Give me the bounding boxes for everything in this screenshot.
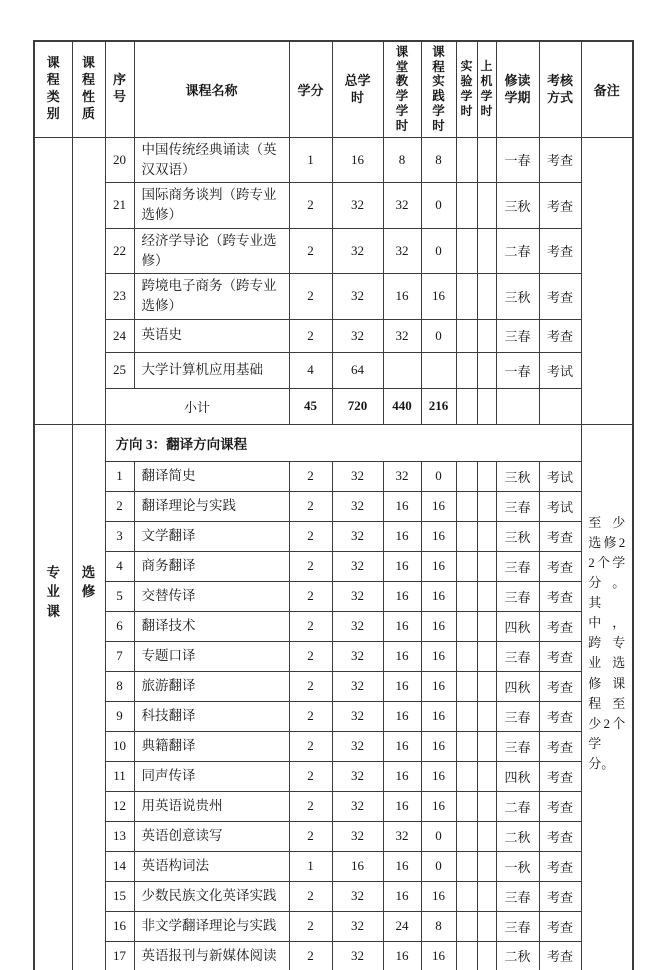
cell-total-hours: 32 [332, 671, 383, 701]
cell-credits: 2 [289, 228, 332, 274]
cell-assessment: 考查 [539, 581, 581, 611]
cell-total-hours: 16 [332, 851, 383, 881]
cell-total-hours: 32 [332, 611, 383, 641]
cell-assessment: 考查 [539, 228, 581, 274]
cell-no: 9 [105, 701, 134, 731]
cell-credits: 4 [289, 352, 332, 388]
cell-semester: 二春 [496, 791, 539, 821]
course-row [34, 731, 633, 761]
course-row [34, 701, 633, 731]
cell-no: 11 [105, 761, 134, 791]
cell-exp-hours [456, 551, 477, 581]
cell-exp-hours [456, 319, 477, 352]
cell-class-hours: 16 [383, 881, 421, 911]
cell-class-hours: 32 [383, 821, 421, 851]
cell-practice-hours: 8 [421, 911, 456, 941]
nature-cell [72, 424, 105, 970]
cell-no: 16 [105, 911, 134, 941]
cell-assessment: 考查 [539, 881, 581, 911]
cell-exp-hours [456, 671, 477, 701]
cell-class-hours: 32 [383, 183, 421, 229]
cell-semester: 四秋 [496, 761, 539, 791]
cell-total-hours: 32 [332, 701, 383, 731]
cell-course-name: 商务翻译 [134, 551, 289, 581]
header-credits: 学分 [289, 41, 332, 137]
cell-class-hours: 16 [383, 551, 421, 581]
header-class-hours-label: 课堂教学学时 [395, 44, 409, 133]
cell-computer-hours [477, 641, 496, 671]
header-assessment [539, 41, 581, 137]
cell-total-hours: 32 [332, 881, 383, 911]
header-course-nature-label: 课程性质 [81, 55, 95, 122]
header-assessment-label: 考核方式 [546, 72, 573, 106]
header-exp-hours-label: 实验学时 [460, 59, 473, 119]
cell-class-hours: 16 [383, 671, 421, 701]
cell-no: 20 [105, 137, 134, 183]
cell-class-hours: 24 [383, 911, 421, 941]
cell-total-hours: 32 [332, 491, 383, 521]
cell-no: 15 [105, 881, 134, 911]
cell-semester: 一春 [496, 352, 539, 388]
cell-class-hours: 16 [383, 581, 421, 611]
cell-credits: 2 [289, 731, 332, 761]
header-total-hours [332, 41, 383, 137]
cell-semester: 三春 [496, 881, 539, 911]
cell-no: 4 [105, 551, 134, 581]
cell-class-hours: 32 [383, 228, 421, 274]
course-row [34, 611, 633, 641]
course-row [34, 761, 633, 791]
cell-semester: 四秋 [496, 671, 539, 701]
cell-practice-hours: 16 [421, 941, 456, 970]
cell-course-name: 翻译理论与实践 [134, 491, 289, 521]
cell-practice-hours: 16 [421, 551, 456, 581]
cell-class-hours: 16 [383, 731, 421, 761]
cell-credits: 2 [289, 701, 332, 731]
cell-credits: 2 [289, 461, 332, 491]
direction-title: 方向 3：翻译方向课程 [105, 424, 581, 461]
cell-semester: 三春 [496, 581, 539, 611]
cell-course-name: 英语创意读写 [134, 821, 289, 851]
cell-exp-hours [456, 228, 477, 274]
cell-class-hours: 8 [383, 137, 421, 183]
cell-practice-hours: 16 [421, 641, 456, 671]
header-practice-hours [421, 41, 456, 137]
cell-assessment: 考查 [539, 274, 581, 320]
cell-total-hours: 32 [332, 731, 383, 761]
cell-exp-hours [456, 461, 477, 491]
cell-credits: 2 [289, 611, 332, 641]
cell-assessment: 考试 [539, 491, 581, 521]
cell-course-name: 英语构词法 [134, 851, 289, 881]
cell-exp-hours [456, 731, 477, 761]
cell-semester: 三春 [496, 491, 539, 521]
cell-credits: 2 [289, 671, 332, 701]
cell-course-name: 经济学导论（跨专业选修） [134, 228, 289, 274]
cell-exp-hours [456, 821, 477, 851]
header-course-nature [72, 41, 105, 137]
cell-assessment: 考查 [539, 319, 581, 352]
cell-credits: 2 [289, 821, 332, 851]
cell-assessment: 考试 [539, 352, 581, 388]
subtotal-practice-hours: 216 [421, 388, 456, 424]
cell-no: 6 [105, 611, 134, 641]
cell-credits: 2 [289, 491, 332, 521]
cell-course-name: 中国传统经典诵读（英汉双语） [134, 137, 289, 183]
course-row [34, 521, 633, 551]
header-course-category-label: 课程类别 [46, 55, 60, 122]
cell-assessment: 考查 [539, 851, 581, 881]
cell-exp-hours [456, 352, 477, 388]
header-practice-hours-label: 课程实践学时 [432, 44, 445, 133]
cell-course-name: 翻译简史 [134, 461, 289, 491]
course-row [34, 791, 633, 821]
cell-class-hours: 16 [383, 761, 421, 791]
cell-course-name: 国际商务谈判（跨专业选修） [134, 183, 289, 229]
cell-credits: 1 [289, 851, 332, 881]
header-exp-hours [456, 41, 477, 137]
nature-label: 选修 [81, 564, 96, 600]
course-row [34, 183, 633, 229]
cell-course-name: 大学计算机应用基础 [134, 352, 289, 388]
subtotal-row [34, 388, 633, 424]
cell-practice-hours: 0 [421, 228, 456, 274]
subtotal-credits: 45 [289, 388, 332, 424]
course-row [34, 137, 633, 183]
cell-credits: 2 [289, 761, 332, 791]
cell-course-name: 专题口译 [134, 641, 289, 671]
cell-credits: 2 [289, 941, 332, 970]
course-table [33, 40, 634, 970]
cell-exp-hours [456, 911, 477, 941]
cell-computer-hours [477, 911, 496, 941]
cell-course-name: 少数民族文化英译实践 [134, 881, 289, 911]
course-row [34, 461, 633, 491]
cell-computer-hours [477, 941, 496, 970]
cell-assessment: 考查 [539, 791, 581, 821]
course-row [34, 352, 633, 388]
nature-cell-empty [72, 137, 105, 424]
cell-no: 5 [105, 581, 134, 611]
cell-practice-hours: 16 [421, 731, 456, 761]
cell-total-hours: 32 [332, 821, 383, 851]
cell-class-hours: 16 [383, 941, 421, 970]
cell-practice-hours: 16 [421, 791, 456, 821]
cell-total-hours: 16 [332, 137, 383, 183]
cell-practice-hours: 16 [421, 881, 456, 911]
cell-exp-hours [456, 137, 477, 183]
cell-assessment: 考查 [539, 183, 581, 229]
cell-no: 3 [105, 521, 134, 551]
cell-exp-hours [456, 761, 477, 791]
cell-computer-hours [477, 228, 496, 274]
cell-course-name: 科技翻译 [134, 701, 289, 731]
cell-no: 1 [105, 461, 134, 491]
cell-course-name: 交替传译 [134, 581, 289, 611]
cell-class-hours: 16 [383, 851, 421, 881]
cell-no: 7 [105, 641, 134, 671]
cell-practice-hours: 16 [421, 491, 456, 521]
cell-class-hours: 16 [383, 701, 421, 731]
cell-credits: 2 [289, 881, 332, 911]
cell-class-hours: 16 [383, 641, 421, 671]
cell-exp-hours [456, 611, 477, 641]
cell-computer-hours [477, 521, 496, 551]
cell-total-hours: 32 [332, 761, 383, 791]
cell-total-hours: 32 [332, 461, 383, 491]
cell-semester: 一春 [496, 137, 539, 183]
cell-practice-hours: 16 [421, 611, 456, 641]
cell-exp-hours [456, 521, 477, 551]
cell-computer-hours [477, 761, 496, 791]
cell-class-hours: 32 [383, 319, 421, 352]
cell-course-name: 翻译技术 [134, 611, 289, 641]
header-semester [496, 41, 539, 137]
cell-semester: 三春 [496, 731, 539, 761]
header-total-hours-label: 总学时 [344, 72, 371, 106]
cell-credits: 2 [289, 791, 332, 821]
cell-practice-hours: 16 [421, 761, 456, 791]
cell-computer-hours [477, 274, 496, 320]
cell-practice-hours: 0 [421, 821, 456, 851]
cell-assessment [539, 388, 581, 424]
cell-exp-hours [456, 274, 477, 320]
cell-semester: 四秋 [496, 611, 539, 641]
cell-practice-hours: 16 [421, 701, 456, 731]
remark-cell-empty [581, 137, 633, 424]
cell-computer-hours [477, 388, 496, 424]
course-row [34, 881, 633, 911]
course-row [34, 319, 633, 352]
cell-total-hours: 32 [332, 641, 383, 671]
cell-assessment: 考查 [539, 911, 581, 941]
cell-assessment: 考查 [539, 521, 581, 551]
cell-computer-hours [477, 851, 496, 881]
cell-exp-hours [456, 851, 477, 881]
cell-semester: 三春 [496, 641, 539, 671]
cell-assessment: 考查 [539, 611, 581, 641]
remark-cell [581, 424, 633, 970]
cell-semester: 一秋 [496, 851, 539, 881]
header-semester-label: 修读学期 [504, 72, 531, 106]
cell-course-name: 用英语说贵州 [134, 791, 289, 821]
cell-no: 13 [105, 821, 134, 851]
remark-note: 至少选修22个学分。其中，跨专业选修课程至少2个学分。 [588, 514, 626, 772]
cell-computer-hours [477, 491, 496, 521]
cell-no: 8 [105, 671, 134, 701]
cell-practice-hours: 16 [421, 274, 456, 320]
header-class-hours [383, 41, 421, 137]
cell-assessment: 考查 [539, 941, 581, 970]
cell-practice-hours: 16 [421, 671, 456, 701]
cell-credits: 2 [289, 274, 332, 320]
category-cell [34, 424, 72, 970]
cell-exp-hours [456, 641, 477, 671]
cell-no: 10 [105, 731, 134, 761]
cell-no: 12 [105, 791, 134, 821]
cell-total-hours: 32 [332, 791, 383, 821]
cell-course-name: 英语史 [134, 319, 289, 352]
category-label: 专业课 [46, 564, 60, 619]
cell-practice-hours: 0 [421, 851, 456, 881]
cell-practice-hours: 8 [421, 137, 456, 183]
cell-total-hours: 32 [332, 183, 383, 229]
cell-no: 2 [105, 491, 134, 521]
header-computer-hours-label: 上机学时 [480, 59, 493, 119]
cell-course-name: 跨境电子商务（跨专业选修） [134, 274, 289, 320]
cell-computer-hours [477, 611, 496, 641]
header-row [34, 41, 633, 137]
cell-computer-hours [477, 183, 496, 229]
cell-computer-hours [477, 352, 496, 388]
header-remark: 备注 [581, 41, 633, 137]
cell-semester: 二秋 [496, 941, 539, 970]
cell-course-name: 旅游翻译 [134, 671, 289, 701]
cell-credits: 2 [289, 319, 332, 352]
cell-assessment: 考查 [539, 641, 581, 671]
cell-practice-hours: 16 [421, 521, 456, 551]
cell-semester: 三秋 [496, 461, 539, 491]
cell-no: 24 [105, 319, 134, 352]
cell-total-hours: 32 [332, 581, 383, 611]
cell-assessment: 考查 [539, 821, 581, 851]
cell-exp-hours [456, 701, 477, 731]
cell-computer-hours [477, 671, 496, 701]
course-row [34, 671, 633, 701]
course-row [34, 911, 633, 941]
course-row [34, 551, 633, 581]
cell-total-hours: 32 [332, 319, 383, 352]
cell-course-name: 非文学翻译理论与实践 [134, 911, 289, 941]
cell-class-hours: 16 [383, 521, 421, 551]
cell-practice-hours: 0 [421, 183, 456, 229]
cell-total-hours: 32 [332, 521, 383, 551]
cell-practice-hours: 0 [421, 319, 456, 352]
cell-total-hours: 64 [332, 352, 383, 388]
cell-practice-hours: 0 [421, 461, 456, 491]
cell-semester: 二秋 [496, 821, 539, 851]
cell-computer-hours [477, 821, 496, 851]
cell-computer-hours [477, 731, 496, 761]
cell-assessment: 考查 [539, 137, 581, 183]
cell-total-hours: 32 [332, 274, 383, 320]
cell-credits: 2 [289, 911, 332, 941]
cell-computer-hours [477, 461, 496, 491]
cell-credits: 2 [289, 641, 332, 671]
course-row [34, 581, 633, 611]
subtotal-label: 小计 [105, 388, 289, 424]
cell-credits: 2 [289, 581, 332, 611]
cell-semester: 三秋 [496, 274, 539, 320]
cell-computer-hours [477, 551, 496, 581]
course-row [34, 821, 633, 851]
cell-course-name: 同声传译 [134, 761, 289, 791]
cell-credits: 1 [289, 137, 332, 183]
cell-class-hours: 16 [383, 791, 421, 821]
cell-class-hours [383, 352, 421, 388]
category-cell-empty [34, 137, 72, 424]
cell-exp-hours [456, 491, 477, 521]
cell-assessment: 考查 [539, 731, 581, 761]
cell-credits: 2 [289, 551, 332, 581]
cell-assessment: 考查 [539, 671, 581, 701]
cell-practice-hours: 16 [421, 581, 456, 611]
course-row [34, 641, 633, 671]
cell-semester: 三秋 [496, 521, 539, 551]
cell-total-hours: 32 [332, 228, 383, 274]
cell-semester: 三春 [496, 319, 539, 352]
cell-semester [496, 388, 539, 424]
cell-computer-hours [477, 791, 496, 821]
course-row [34, 851, 633, 881]
cell-no: 22 [105, 228, 134, 274]
course-row [34, 274, 633, 320]
course-row [34, 491, 633, 521]
cell-class-hours: 32 [383, 461, 421, 491]
cell-computer-hours [477, 881, 496, 911]
cell-total-hours: 32 [332, 941, 383, 970]
cell-course-name: 英语报刊与新媒体阅读 [134, 941, 289, 970]
cell-assessment: 考查 [539, 761, 581, 791]
cell-credits: 2 [289, 183, 332, 229]
cell-exp-hours [456, 881, 477, 911]
cell-computer-hours [477, 701, 496, 731]
cell-assessment: 考查 [539, 551, 581, 581]
course-row [34, 228, 633, 274]
cell-computer-hours [477, 137, 496, 183]
cell-total-hours: 32 [332, 911, 383, 941]
cell-no: 21 [105, 183, 134, 229]
header-course-category [34, 41, 72, 137]
cell-course-name: 文学翻译 [134, 521, 289, 551]
cell-assessment: 考查 [539, 701, 581, 731]
cell-exp-hours [456, 941, 477, 970]
header-course-name: 课程名称 [134, 41, 289, 137]
section-title-row [34, 424, 633, 461]
header-no [105, 41, 134, 137]
cell-practice-hours [421, 352, 456, 388]
cell-exp-hours [456, 388, 477, 424]
cell-semester: 三春 [496, 911, 539, 941]
cell-semester: 三春 [496, 701, 539, 731]
cell-exp-hours [456, 581, 477, 611]
cell-semester: 二春 [496, 228, 539, 274]
course-row [34, 941, 633, 970]
subtotal-total-hours: 720 [332, 388, 383, 424]
cell-computer-hours [477, 319, 496, 352]
cell-credits: 2 [289, 521, 332, 551]
cell-class-hours: 16 [383, 611, 421, 641]
cell-computer-hours [477, 581, 496, 611]
cell-semester: 三春 [496, 551, 539, 581]
cell-total-hours: 32 [332, 551, 383, 581]
cell-class-hours: 16 [383, 491, 421, 521]
subtotal-class-hours: 440 [383, 388, 421, 424]
cell-no: 17 [105, 941, 134, 970]
cell-assessment: 考试 [539, 461, 581, 491]
header-no-label: 序号 [112, 72, 126, 105]
cell-no: 23 [105, 274, 134, 320]
cell-class-hours: 16 [383, 274, 421, 320]
cell-no: 25 [105, 352, 134, 388]
cell-semester: 三秋 [496, 183, 539, 229]
cell-no: 14 [105, 851, 134, 881]
cell-course-name: 典籍翻译 [134, 731, 289, 761]
cell-exp-hours [456, 183, 477, 229]
header-computer-hours [477, 41, 496, 137]
cell-exp-hours [456, 791, 477, 821]
